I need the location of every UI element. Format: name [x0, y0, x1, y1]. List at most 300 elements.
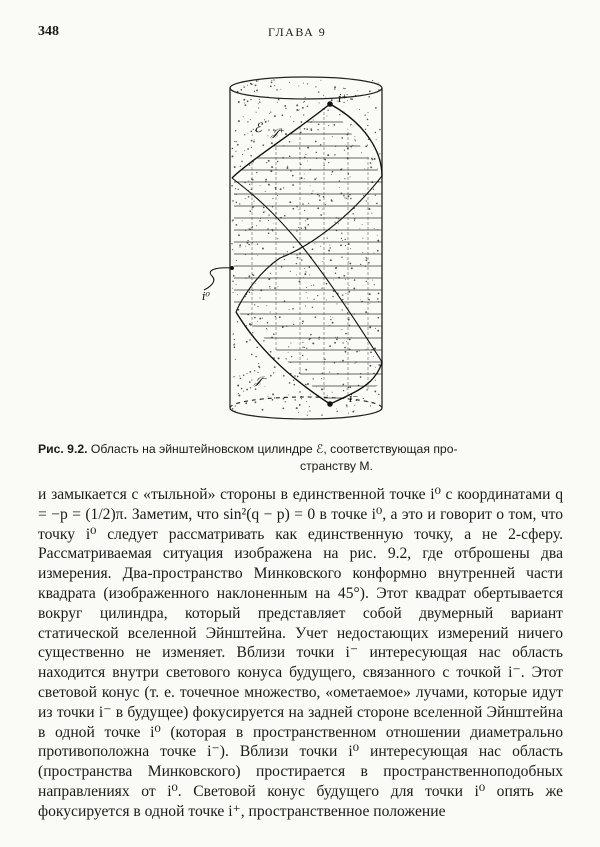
stipple-dot [271, 166, 273, 168]
stipple-dot [320, 214, 322, 216]
stipple-dot [341, 256, 342, 257]
stipple-dot [265, 211, 266, 212]
stipple-dot [336, 409, 337, 410]
stipple-dot [365, 145, 367, 147]
stipple-dot [359, 109, 360, 110]
stipple-dot [284, 300, 286, 302]
stipple-dot [250, 119, 251, 120]
stipple-dot [233, 275, 235, 277]
stipple-dot [286, 358, 287, 359]
stipple-dot [333, 279, 334, 280]
cylinder-bottom-front [230, 408, 382, 419]
stipple-dot [249, 323, 251, 325]
stipple-dot [300, 370, 301, 371]
stipple-dot [337, 337, 338, 338]
label-cylinder: ℰ [254, 121, 262, 136]
stipple-dot [371, 213, 372, 214]
stipple-dot [342, 294, 343, 295]
stipple-dot [276, 89, 278, 91]
stipple-dot [248, 244, 250, 246]
i-minus-point [327, 401, 333, 407]
stipple-dot [362, 238, 363, 239]
stipple-dot [256, 80, 258, 82]
stipple-dot [359, 351, 360, 352]
stipple-dot [318, 91, 319, 92]
stipple-dot [293, 380, 294, 381]
stipple-dot [315, 141, 317, 143]
stipple-dot [249, 339, 250, 340]
stipple-dot [287, 251, 288, 252]
stipple-dot [344, 197, 345, 198]
stipple-dot [377, 298, 379, 300]
stipple-dot [270, 375, 272, 377]
stipple-dot [345, 303, 346, 304]
stipple-dot [235, 141, 236, 142]
stipple-dot [246, 341, 248, 343]
stipple-dot [274, 397, 275, 398]
stipple-dot [304, 101, 305, 102]
stipple-dot [370, 351, 372, 353]
stipple-dot [318, 123, 320, 125]
stipple-dot [345, 279, 346, 280]
stipple-dot [374, 252, 375, 253]
stipple-dot [325, 204, 326, 205]
stipple-dot [232, 408, 234, 410]
stipple-dot [266, 162, 267, 163]
stipple-dot [305, 305, 306, 306]
stipple-dot [298, 209, 299, 210]
stipple-dot [375, 107, 377, 109]
stipple-dot [378, 394, 379, 395]
stipple-dot [242, 154, 243, 155]
stipple-dot [354, 220, 355, 221]
stipple-dot [259, 99, 260, 100]
stipple-dot [296, 407, 298, 409]
stipple-dot [250, 99, 251, 100]
stipple-dot [316, 387, 317, 388]
stipple-dot [287, 166, 288, 167]
stipple-dot [345, 333, 347, 335]
stipple-dot [258, 80, 259, 81]
stipple-dot [317, 295, 318, 296]
stipple-dot [293, 384, 295, 386]
stipple-dot [366, 281, 367, 282]
stipple-dot [259, 101, 261, 103]
stipple-dot [240, 89, 242, 91]
stipple-dot [296, 230, 297, 231]
stipple-dot [270, 111, 271, 112]
cylinder-top-rim [230, 77, 382, 99]
stipple-dot [375, 195, 376, 196]
stipple-dot [289, 382, 291, 384]
stipple-dot [367, 125, 368, 126]
stipple-dot [263, 211, 265, 213]
stipple-dot [233, 292, 234, 293]
stipple-dot [321, 414, 322, 415]
caption-label: Рис. 9.2. [38, 442, 88, 456]
stipple-dot [362, 224, 363, 225]
stipple-dot [375, 367, 376, 368]
stipple-dot [268, 278, 270, 280]
stipple-dot [238, 120, 240, 122]
stipple-dot [366, 349, 367, 350]
stipple-dot [330, 316, 331, 317]
stipple-dot [365, 129, 366, 130]
stipple-dot [251, 380, 252, 381]
stipple-dot [307, 415, 308, 416]
stipple-dot [318, 339, 319, 340]
stipple-dot [301, 259, 303, 261]
stipple-dot [344, 178, 345, 179]
stipple-dot [285, 401, 286, 402]
stipple-dot [267, 322, 269, 324]
label-i-plus: i⁺ [338, 92, 348, 105]
stipple-dot [241, 388, 243, 390]
stipple-dot [246, 389, 248, 391]
stipple-dot [296, 274, 297, 275]
stipple-dot [345, 245, 346, 246]
stipple-dot [304, 128, 306, 130]
stipple-dot [341, 238, 342, 239]
stipple-dot [323, 165, 324, 166]
stipple-dot [277, 161, 278, 162]
stipple-dot [256, 112, 257, 113]
page-number: 348 [38, 24, 59, 39]
stipple-dot [306, 292, 307, 293]
stipple-dot [307, 224, 309, 226]
stipple-dot [335, 272, 337, 274]
stipple-dot [327, 237, 328, 238]
label-i-zero: i⁰ [202, 290, 210, 303]
stipple-dot [238, 393, 239, 394]
stipple-dot [267, 228, 268, 229]
stipple-dot [332, 317, 333, 318]
stipple-dot [369, 90, 371, 92]
stipple-dot [290, 271, 291, 272]
stipple-dot [344, 88, 345, 89]
stipple-dot [248, 275, 250, 277]
stipple-dot [238, 395, 240, 397]
stipple-dot [240, 378, 242, 380]
stipple-dot [262, 409, 264, 411]
stipple-dot [241, 161, 243, 163]
stipple-dot [256, 89, 258, 91]
stipple-dot [328, 250, 330, 252]
stipple-dot [249, 371, 251, 373]
stipple-dot [249, 381, 251, 383]
stipple-dot [327, 154, 329, 156]
stipple-dot [232, 148, 234, 150]
stipple-dot [272, 198, 273, 199]
stipple-dot [237, 321, 238, 322]
stipple-dot [268, 184, 270, 186]
stipple-dot [235, 188, 236, 189]
stipple-dot [243, 86, 244, 87]
stipple-dot [235, 405, 236, 406]
page-header [38, 24, 568, 42]
stipple-dot [349, 339, 351, 341]
stipple-dot [254, 317, 256, 319]
stipple-dot [322, 209, 323, 210]
stipple-dot [341, 168, 342, 169]
stipple-dot [238, 189, 239, 190]
stipple-dot [313, 378, 314, 379]
stipple-dot [297, 257, 299, 259]
stipple-dot [263, 207, 265, 209]
stipple-dot [377, 240, 379, 242]
stipple-dot [255, 283, 256, 284]
stipple-dot [319, 102, 320, 103]
stipple-dot [269, 113, 270, 114]
stipple-dot [281, 266, 282, 267]
stipple-dot [246, 373, 247, 374]
stipple-dot [236, 260, 237, 261]
stipple-dot [377, 235, 378, 236]
stipple-dot [283, 187, 284, 188]
stipple-dot [341, 233, 342, 234]
stipple-dot [333, 124, 335, 126]
stipple-dot [284, 259, 285, 260]
stipple-dot [274, 366, 276, 368]
stipple-dot [270, 351, 272, 353]
stipple-dot [327, 110, 328, 111]
stipple-dot [274, 287, 275, 288]
stipple-dot [254, 304, 255, 305]
stipple-dot [253, 201, 254, 202]
stipple-dot [348, 291, 350, 293]
stipple-dot [313, 191, 314, 192]
stipple-dot [293, 121, 294, 122]
stipple-dot [359, 228, 360, 229]
stipple-dot [376, 203, 378, 205]
stipple-dot [258, 363, 259, 364]
stipple-dot [345, 293, 346, 294]
stipple-dot [239, 246, 240, 247]
stipple-dot [249, 210, 251, 212]
stipple-dot [334, 88, 335, 89]
stipple-dot [378, 293, 380, 295]
stipple-dot [244, 150, 245, 151]
stipple-dot [331, 99, 333, 101]
stipple-dot [254, 401, 256, 403]
stipple-dot [306, 128, 308, 130]
stipple-dot [353, 287, 355, 289]
i-zero-pointer [204, 268, 232, 290]
stipple-dot [368, 299, 370, 301]
stipple-dot [315, 86, 316, 87]
stipple-dot [379, 153, 380, 154]
stipple-dot [320, 246, 321, 247]
stipple-dot [326, 283, 328, 285]
stipple-dot [319, 199, 321, 201]
stipple-dot [336, 411, 337, 412]
stipple-dot [329, 247, 330, 248]
stipple-dot [370, 405, 371, 406]
stipple-dot [302, 346, 303, 347]
stipple-dot [256, 172, 257, 173]
stipple-dot [262, 318, 263, 319]
stipple-dot [335, 267, 337, 269]
stipple-dot [267, 329, 268, 330]
stipple-dot [374, 158, 376, 160]
label-scri-minus: 𝒥⁻ [254, 374, 268, 387]
stipple-dot [278, 99, 280, 101]
stipple-dot [360, 300, 361, 301]
stipple-dot [245, 246, 246, 247]
stipple-dot [348, 317, 349, 318]
stipple-dot [306, 401, 307, 402]
stipple-dot [328, 162, 329, 163]
stipple-dot [257, 321, 258, 322]
stipple-dot [349, 386, 351, 388]
stipple-dot [377, 250, 379, 252]
stipple-dot [232, 288, 233, 289]
cylinder-bottom-back [230, 397, 382, 408]
stipple-dot [292, 184, 294, 186]
stipple-dot [354, 139, 355, 140]
stipple-dot [324, 159, 326, 161]
stipple-dot [234, 141, 235, 142]
stipple-dot [245, 198, 246, 199]
stipple-dot [231, 185, 233, 187]
stipple-dot [365, 257, 366, 258]
stipple-dot [312, 248, 314, 250]
stipple-dot [313, 299, 314, 300]
stipple-dot [290, 170, 292, 172]
stipple-dot [332, 171, 334, 173]
stipple-dot [298, 227, 299, 228]
stipple-dot [370, 162, 372, 164]
stipple-dot [232, 200, 234, 202]
stipple-dot [351, 267, 353, 269]
stipple-dot [354, 279, 356, 281]
stipple-dot [277, 195, 278, 196]
stipple-dot [338, 223, 339, 224]
stipple-dot [357, 90, 358, 91]
stipple-dot [244, 134, 245, 135]
stipple-dot [364, 168, 365, 169]
stipple-dot [346, 341, 347, 342]
stipple-dot [247, 121, 248, 122]
stipple-dot [270, 312, 271, 313]
stipple-dot [255, 356, 256, 357]
label-i-minus: i⁻ [349, 392, 359, 405]
stipple-dot [368, 262, 369, 263]
stipple-dot [283, 375, 285, 377]
stipple-dot [367, 119, 369, 121]
stipple-dot [377, 168, 378, 169]
stipple-dot [352, 213, 353, 214]
stipple-dot [350, 98, 352, 100]
stipple-dot [234, 166, 236, 168]
stipple-dot [279, 316, 281, 318]
stipple-dot [250, 387, 251, 388]
stipple-dot [312, 342, 314, 344]
stipple-dot [342, 342, 343, 343]
stipple-dot [305, 369, 307, 371]
stipple-dot [372, 280, 373, 281]
stipple-dot [271, 142, 273, 144]
stipple-dot [274, 115, 276, 117]
stipple-dot [232, 220, 233, 221]
scri-plus-curve [232, 104, 382, 178]
stipple-dot [345, 351, 347, 353]
stipple-dot [270, 288, 271, 289]
stipple-dot [243, 391, 244, 392]
stipple-dot [290, 342, 291, 343]
stipple-dot [245, 402, 247, 404]
stipple-dot [334, 222, 335, 223]
stipple-dot [273, 372, 274, 373]
stipple-dot [266, 328, 267, 329]
stipple-dot [315, 316, 317, 318]
stipple-dot [343, 390, 344, 391]
stipple-dot [251, 147, 252, 148]
stipple-dot [256, 347, 257, 348]
stipple-dot [288, 346, 289, 347]
stipple-dot [366, 389, 367, 390]
stipple-dot [272, 393, 274, 395]
stipple-dot [232, 155, 234, 157]
stipple-dot [321, 378, 322, 379]
stipple-dot [244, 102, 245, 103]
stipple-dot [233, 344, 234, 345]
stipple-dot [256, 225, 257, 226]
stipple-dot [368, 96, 370, 98]
stipple-dot [322, 372, 323, 373]
stipple-dot [304, 178, 305, 179]
stipple-dot [262, 144, 264, 146]
figure-caption [38, 441, 562, 475]
stipple-dot [289, 201, 291, 203]
stipple-dot [354, 410, 355, 411]
stipple-dot [253, 141, 255, 143]
stipple-dot [243, 99, 245, 101]
body-paragraph: и замыкается с «тыльной» стороны в единственной точке i⁰ с координатами q = −p = (1/2)π. Заметим, что sin²(q − p) = 0 в точке i⁰, а это и говорит о том, что точку i⁰ следует рассматривать как единственную точку, а не 2-сферу. Рассматриваемая ситуация изображена на рис. 9.2, где отброшены два измерения. Два-пространство Минковского конформно внутренней части квадрата (изображенного наклоненным на 45°). Этот квадрат обертывается вокруг цилиндра, который представляет собой двумерный вариант статической вселенной Эйнштейна. Учет недостающих измерений ничего существенно не изменяет. Вблизи точки i⁻ интересующая нас область находится внутри светового конуса будущего, связанного с точкой i⁻. Этот световой конус (т. е. точечное множество, «ометаемое» лучами, которые идут из точки i⁻ в будущее) фокусируется на задней стороне вселенной Эйнштейна в одной точке i⁰ (которая в пространственном отношении диаметрально противоположна точке i⁻). Вблизи точки i⁰ интересующая нас область (пространства Минковского) простирается в пространственноподобных направлениях от i⁰. Световой конус будущего для точки i⁰ опять же фокусируется в одной точке i⁺, пространственное положение [38, 486, 563, 820]
stipple-dot [308, 203, 309, 204]
stipple-dot [301, 398, 302, 399]
stipple-dot [317, 207, 319, 209]
stipple-dot [268, 220, 269, 221]
stipple-dot [378, 83, 379, 84]
stipple-dot [374, 284, 375, 285]
stipple-dot [332, 322, 334, 324]
stipple-dot [249, 292, 251, 294]
stipple-dot [288, 352, 289, 353]
stipple-dot [237, 385, 239, 387]
stipple-dot [235, 130, 237, 132]
stipple-dot [310, 334, 312, 336]
stipple-dot [314, 178, 316, 180]
stipple-dot [340, 244, 342, 246]
stipple-dot [313, 285, 314, 286]
stipple-dot [369, 365, 371, 367]
stipple-dot [323, 95, 324, 96]
stipple-dot [288, 394, 289, 395]
stipple-dot [289, 156, 291, 158]
stipple-dot [307, 161, 308, 162]
stipple-dot [308, 266, 310, 268]
stipple-dot [292, 308, 294, 310]
stipple-dot [250, 155, 252, 157]
stipple-dot [303, 102, 304, 103]
stipple-dot [309, 339, 310, 340]
stipple-dot [252, 226, 254, 228]
stipple-dot [273, 223, 274, 224]
diagonal-front [232, 178, 382, 362]
stipple-dot [235, 151, 236, 152]
stipple-dot [310, 129, 312, 131]
